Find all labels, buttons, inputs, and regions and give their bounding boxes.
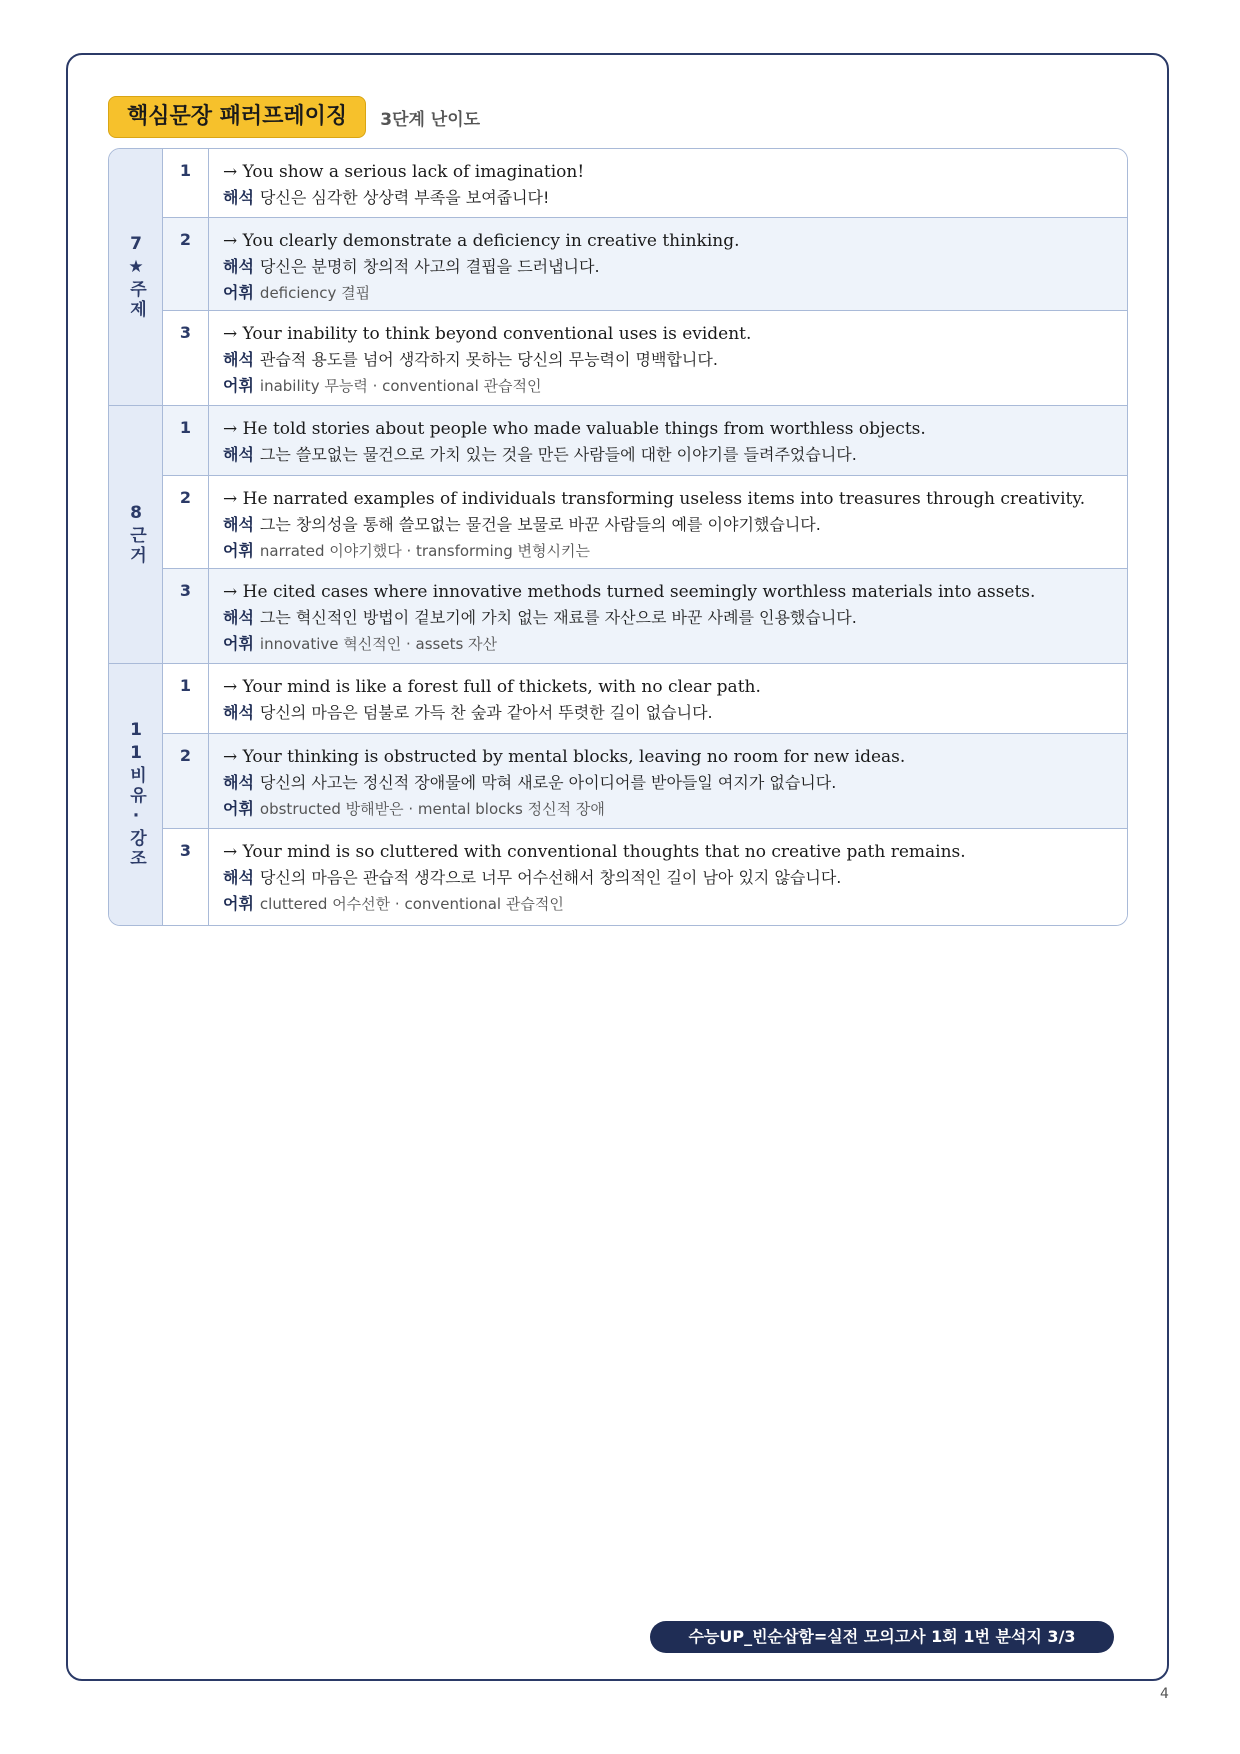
row-number: 2 [163, 476, 209, 569]
translation-tag: 해석 [223, 188, 254, 207]
translation-tag: 해석 [223, 350, 254, 370]
table-row [163, 734, 1127, 829]
page-number: 4 [1160, 1686, 1169, 1702]
vocab-line [223, 280, 1113, 306]
translation-text: 당신은 분명히 창의적 사고의 결핍을 드러냅니다. [259, 256, 600, 276]
table-row [163, 218, 1127, 312]
vocab-tag: 어휘 [223, 799, 254, 818]
translation-tag: 해석 [223, 773, 254, 792]
group-label: 8근거 [126, 503, 146, 566]
translation-text: 당신의 마음은 관습적 생각으로 너무 어수선해서 창의적인 길이 남아 있지 않습니다. [259, 868, 842, 887]
group-label: 11비유·강조 [126, 720, 146, 869]
english-sentence: → Your mind is so cluttered with conventional thoughts that no creative path remains. [223, 842, 966, 862]
english-sentence: → Your thinking is obstructed by mental blocks, leaving no room for new ideas. [223, 747, 906, 767]
translation-text: 그는 창의성을 통해 쓸모없는 물건을 보물로 바꾼 사람들의 예를 이야기했습니다. [259, 514, 821, 534]
difficulty-label: 3단계 난이도 [380, 109, 481, 130]
vocab-line [223, 538, 1113, 564]
row-number: 3 [163, 829, 209, 925]
english-sentence: → Your mind is like a forest full of thickets, with no clear path. [223, 677, 761, 697]
vocab-text: cluttered 어수선한 · conventional 관습적인 [259, 895, 564, 913]
vocab-text: inability 무능력 · conventional 관습적인 [259, 377, 542, 396]
group-label: 7★주제 [126, 234, 146, 320]
row-number: 1 [163, 406, 209, 475]
translation-line [223, 185, 1113, 211]
vocab-tag: 어휘 [223, 282, 254, 302]
vocab-tag: 어휘 [223, 634, 254, 654]
section-badge: 핵심문장 패러프레이징 [108, 96, 366, 138]
vocab-text: innovative 혁신적인 · assets 자산 [259, 635, 498, 654]
table-row [163, 149, 1127, 218]
table-row [163, 476, 1127, 570]
translation-text: 당신은 심각한 상상력 부족을 보여줍니다! [259, 188, 550, 207]
group-metaphor [109, 664, 1127, 925]
paraphrase-table [108, 148, 1128, 926]
vocab-line [223, 796, 1113, 822]
group-label-cell [109, 149, 163, 405]
vocab-line [223, 373, 1113, 399]
row-number: 1 [163, 149, 209, 217]
translation-text: 관습적 용도를 넘어 생각하지 못하는 당신의 무능력이 명백합니다. [259, 350, 718, 370]
row-number: 2 [163, 734, 209, 828]
vocab-text: obstructed 방해받은 · mental blocks 정신적 장애 [259, 800, 605, 818]
english-sentence: → He told stories about people who made valuable things from worthless objects. [223, 419, 926, 439]
vocab-tag: 어휘 [223, 376, 254, 396]
section-header [108, 96, 480, 138]
translation-line [223, 605, 1113, 631]
translation-tag: 해석 [223, 514, 254, 534]
translation-tag: 해석 [223, 256, 254, 276]
translation-tag: 해석 [223, 445, 254, 464]
translation-text: 그는 쓸모없는 물건으로 가치 있는 것을 만든 사람들에 대한 이야기를 들려주었습니다. [259, 445, 857, 464]
english-sentence: → He narrated examples of individuals transforming useless items into treasures through creativity. [223, 488, 1086, 509]
translation-text: 당신의 마음은 덤불로 가득 찬 숲과 같아서 뚜렷한 길이 없습니다. [259, 703, 713, 722]
translation-text: 그는 혁신적인 방법이 겉보기에 가치 없는 재료를 자산으로 바꾼 사례를 인용했습니다. [259, 608, 857, 628]
translation-line [223, 512, 1113, 538]
translation-line [223, 347, 1113, 373]
row-number: 1 [163, 664, 209, 733]
english-sentence: → He cited cases where innovative methods turned seemingly worthless materials into assets. [223, 582, 1036, 603]
table-row [163, 829, 1127, 925]
vocab-line [223, 631, 1113, 657]
row-number: 3 [163, 311, 209, 405]
translation-tag: 해석 [223, 703, 254, 722]
translation-text: 당신의 사고는 정신적 장애물에 막혀 새로운 아이디어를 받아들일 여지가 없습니다. [259, 773, 837, 792]
table-row [163, 311, 1127, 405]
vocab-text: narrated 이야기했다 · transforming 변형시키는 [259, 541, 590, 560]
translation-tag: 해석 [223, 868, 254, 887]
vocab-line [223, 891, 1113, 917]
vocab-tag: 어휘 [223, 894, 254, 913]
english-sentence: → You clearly demonstrate a deficiency in creative thinking. [223, 230, 740, 251]
vocab-text: deficiency 결핍 [259, 283, 371, 302]
translation-line [223, 700, 1113, 726]
translation-line [223, 770, 1113, 796]
translation-tag: 해석 [223, 608, 254, 628]
table-row [163, 406, 1127, 476]
group-label-cell [109, 664, 163, 925]
footer-badge: 수능UP_빈순삽함=실전 모의고사 1회 1번 분석지 3/3 [650, 1621, 1114, 1653]
table-row [163, 569, 1127, 663]
english-sentence: → Your inability to think beyond conventional uses is evident. [223, 324, 752, 345]
group-topic [109, 149, 1127, 406]
translation-line [223, 254, 1113, 280]
english-sentence: → You show a serious lack of imagination! [223, 162, 585, 182]
group-label-cell [109, 406, 163, 663]
translation-line [223, 865, 1113, 891]
row-number: 3 [163, 569, 209, 663]
group-evidence [109, 406, 1127, 664]
row-number: 2 [163, 218, 209, 311]
table-row [163, 664, 1127, 734]
translation-line [223, 442, 1113, 468]
vocab-tag: 어휘 [223, 540, 254, 560]
